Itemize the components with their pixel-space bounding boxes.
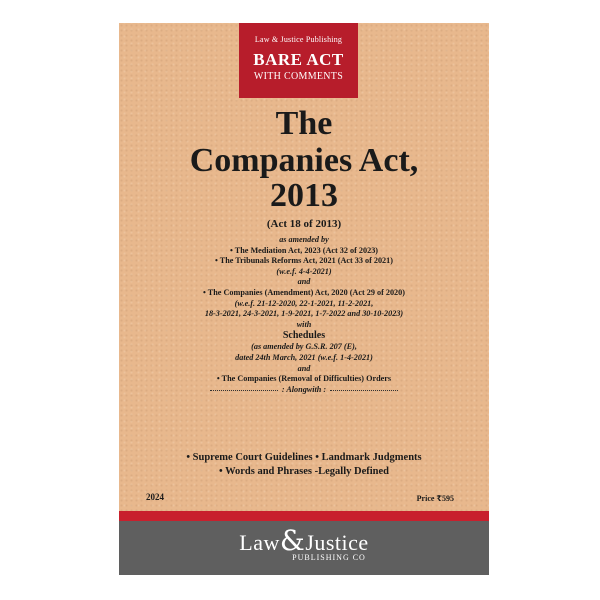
companies-amendment-act: • The Companies (Amendment) Act, 2020 (Act 29 of 2020) xyxy=(203,287,405,297)
logo-subtitle: PUBLISHING CO xyxy=(292,553,366,562)
bare-act-badge xyxy=(239,23,358,98)
companies-wef-2: 18-3-2021, 24-3-2021, 1-9-2021, 1-7-2022 and 30-10-2023) xyxy=(204,309,404,319)
companies-wef-1: (w.e.f. 21-12-2020, 22-1-2021, 11-2-2021, xyxy=(234,298,374,308)
logo-law: Law xyxy=(239,530,280,555)
alongwith-row xyxy=(119,385,489,396)
title-line-2: Companies Act, xyxy=(189,142,419,179)
badge-bare-act: BARE ACT xyxy=(253,50,344,69)
with-label: with xyxy=(296,319,312,329)
removal-orders: • The Companies (Removal of Difficulties) Orders xyxy=(216,374,392,384)
gsr-line: (as amended by G.S.R. 207 (E), xyxy=(251,342,357,352)
badge-with-comments: WITH COMMENTS xyxy=(253,71,344,82)
as-amended-by: as amended by xyxy=(279,235,329,244)
and-2: and xyxy=(297,363,311,373)
extras-line-2: • Words and Phrases -Legally Defined xyxy=(218,466,390,477)
publisher-footer xyxy=(119,521,489,575)
logo-ampersand: & xyxy=(279,524,306,557)
gsr-date: dated 24th March, 2021 (w.e.f. 1-4-2021) xyxy=(235,352,373,362)
divider-right xyxy=(330,390,398,391)
amendments-block xyxy=(119,235,489,395)
title-line-1: The xyxy=(275,105,333,142)
extras-line-1: • Supreme Court Guidelines • Landmark Judgments xyxy=(186,452,422,463)
edition-year: 2024 xyxy=(146,492,164,502)
alongwith-label: : Alongwith : xyxy=(281,384,327,394)
act-number: (Act 18 of 2013) xyxy=(266,218,342,230)
schedules-label: Schedules xyxy=(282,330,326,342)
divider-left xyxy=(210,390,278,391)
extras-block xyxy=(119,451,489,479)
mediation-act: • The Mediation Act, 2023 (Act 32 of 2023) xyxy=(229,245,379,255)
title-line-3: 2013 xyxy=(270,177,338,214)
tribunals-wef: (w.e.f. 4-4-2021) xyxy=(276,266,332,276)
price-label: Price ₹595 xyxy=(416,494,454,503)
publisher-logo xyxy=(119,524,489,562)
badge-publisher: Law & Justice Publishing xyxy=(254,35,343,44)
logo-justice: Justice xyxy=(305,530,369,555)
tribunals-act: • The Tribunals Reforms Act, 2021 (Act 33 of 2021) xyxy=(215,256,393,266)
book-cover xyxy=(119,23,489,575)
red-band xyxy=(119,511,489,521)
and-1: and xyxy=(297,277,311,287)
